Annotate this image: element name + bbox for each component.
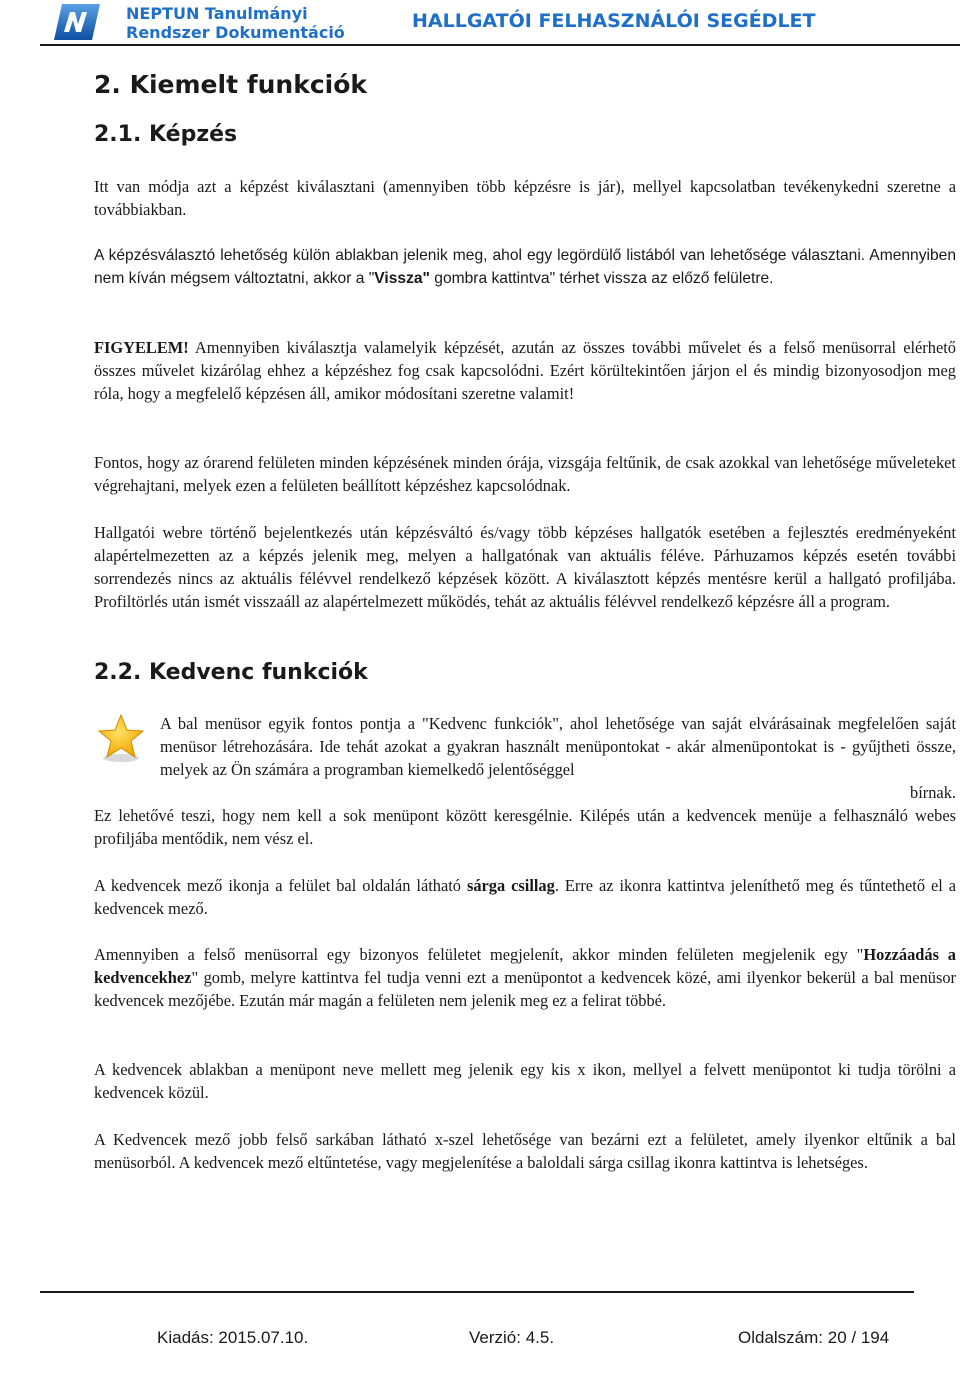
paragraph-bold: Vissza" [374, 270, 430, 287]
paragraph-text: Amennyiben a felső menüsorral egy bizonyos felületet megjelenít, akkor minden felületen megjelenik egy " [94, 945, 864, 964]
document-title: HALLGATÓI FELHASZNÁLÓI SEGÉDLET [412, 10, 816, 32]
paragraph-text: A képzésválasztó lehetőség külön ablakban jelenik meg, ahol egy legördülő listából van lehetősége választani. Amennyiben nem kíván mégsem változtatni, akkor a " [94, 247, 956, 287]
paragraph [94, 943, 956, 1012]
brand-line-2: Rendszer Dokumentáció [126, 23, 345, 42]
paragraph [94, 874, 956, 920]
paragraph: A bal menüsor egyik fontos pontja a "Kedvenc funkciók", ahol lehetősége van saját elvárásainak megfelelően saját menüsor létrehozására. Ide tehát azokat a gyakran használt menüpontokat - akár almenüpontokat is - gyűjtheti össze, melyek az Ön számára a programban kiemelkedő jelentőséggel [160, 714, 956, 779]
paragraph-text: Amennyiben kiválasztja valamelyik képzését, azután az összes további művelet és a felső menüsorral elérhető összes művelet kizárólag ehhez a képzéshez fog csak kapcsolódni. Ezért körültekintően járjon el és mindig bizonyosodjon meg róla, hogy a megfelelő képzésen áll, amikor módosítani szeretne valamit! [94, 338, 956, 403]
subsection-title-kepzes: 2.1. Képzés [94, 122, 238, 147]
footer-version: Verzió: 4.5. [469, 1328, 555, 1347]
page-header [0, 0, 960, 48]
paragraph: Ez lehetővé teszi, hogy nem kell a sok menüpont között keresgélnie. Kilépés után a kedvencek menüje a felhasználó webes profiljába mentődik, nem vész el. [94, 806, 956, 848]
paragraph: A Kedvencek mező jobb felső sarkában látható x-szel lehetősége van bezárni ezt a felületet, amely ilyenkor eltűnik a bal menüsorból. A kedvencek mező eltűntetése, vagy megjelenítése a baloldali sárga csillag ikonra kattintva is lehetséges. [94, 1130, 956, 1172]
paragraph: Itt van módja azt a képzést kiválasztani (amennyiben több képzésre is jár), mellyel kapcsolatban tevékenykedni szeretne a továbbiakban. [94, 177, 956, 219]
neptun-logo-icon [52, 2, 100, 42]
paragraph-bold: Hozzáadás a kedvencekhez [94, 945, 956, 987]
paragraph: Hallgatói webre történő bejelentkezés után képzésváltó és/vagy több képzéses hallgatók esetében a fejlesztés eredményeként alapértelmezetten az a képzés jelenik meg, melyen a hallgatónak van aktuális féléve. Párhuzamos képzés esetén további sorrendezés nincs az aktuális félévvel rendelkező képzések között. A kiválasztott képzés mentésre kerül a hallgató profiljába. Profiltörlés után ismét visszaáll az alapértelmezett működés, tehát az aktuális félévvel rendelkező képzésre áll a program. [94, 523, 956, 611]
paragraph-end: bírnak. [910, 783, 956, 802]
paragraph-text: gombra kattintva" térhet vissza az előző felületre. [429, 270, 774, 287]
footer-issue-date: Kiadás: 2015.07.10. [157, 1328, 309, 1347]
paragraph-text: . Erre az ikonra kattintva jeleníthető meg és tűntethető el a kedvencek mező. [94, 876, 956, 918]
footer-divider [40, 1291, 914, 1293]
subsection-title-kedvenc: 2.2. Kedvenc funkciók [94, 660, 368, 685]
brand-name [126, 4, 345, 42]
paragraph [94, 244, 956, 290]
paragraph [94, 336, 956, 405]
star-icon [96, 712, 146, 764]
warning-label: FIGYELEM! [94, 338, 189, 357]
brand-line-1: NEPTUN Tanulmányi [126, 4, 308, 23]
paragraph-bold: sárga csillag [466, 876, 555, 895]
paragraph: A kedvencek ablakban a menüpont neve mellett meg jelenik egy kis x ikon, mellyel a felvett menüpontot ki tudja törölni a kedvencek közül. [94, 1060, 956, 1102]
footer-page-number: Oldalszám: 20 / 194 [738, 1328, 890, 1347]
section-title: 2. Kiemelt funkciók [94, 70, 368, 99]
paragraph-text: A kedvencek mező ikonja a felület bal oldalán látható [94, 876, 467, 895]
header-divider [40, 44, 960, 46]
paragraph-text: " gomb, melyre kattintva fel tudja venni ezt a menüpontot a kedvencek közé, ami ilyenkor bekerül a bal menüsor kedvencek mezőjébe. Ezután már magán a felületen nem jelenik meg ez a felirat többé. [94, 968, 956, 1010]
paragraph: Fontos, hogy az órarend felületen minden képzésének minden órája, vizsgája feltűnik, de csak azokkal van lehetősége műveleteket végrehajtani, melyek ezen a felületen beállított képzéshez kapcsolódnak. [94, 453, 956, 495]
